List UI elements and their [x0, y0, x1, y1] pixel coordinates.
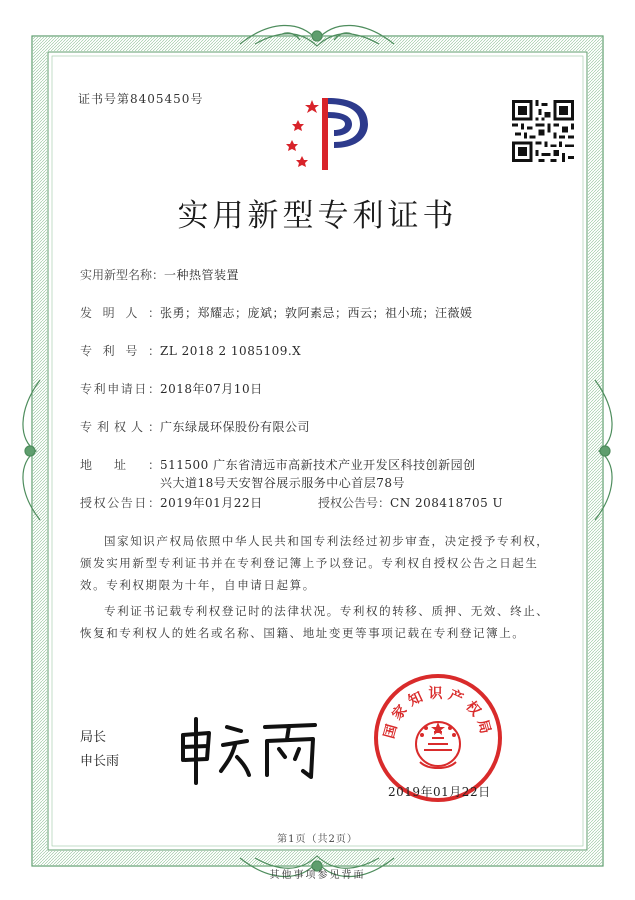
field-label: 专利权人：: [80, 420, 160, 434]
cnipa-logo: [282, 92, 372, 174]
row-inventors: [80, 304, 473, 321]
row-patent-number: [80, 342, 301, 359]
row-address: [80, 456, 476, 473]
row-utility-model-name: [80, 266, 239, 283]
row-announcement-number: [318, 494, 503, 511]
grant-statement: 国家知识产权局依照中华人民共和国专利法经过初步审查，决定授予专利权，颁发实用新型专利证书并在专利登记簿上予以登记。专利权自授权公告之日起生效。专利权期限为十年，自申请日起算。: [80, 534, 550, 592]
address-line-2: 兴大道18号天安智谷展示服务中心首层78号: [160, 476, 406, 490]
field-label: 授权公告日：: [80, 496, 160, 510]
issue-date: 2019年01月22日: [388, 785, 491, 799]
patentee: 广东绿晟环保股份有限公司: [160, 420, 311, 434]
row-address-cont: [160, 474, 405, 491]
field-label: 实用新型名称：: [80, 268, 165, 282]
announcement-date: 2019年01月22日: [160, 496, 263, 510]
field-label: 地址：: [80, 458, 160, 472]
patent-number: ZL 2018 2 1085109.X: [160, 344, 302, 358]
footer-note: 其他事项参见背面: [269, 870, 366, 881]
field-label: 专利号：: [80, 344, 160, 358]
field-label: 专利申请日：: [80, 382, 160, 396]
bureau-chief: [80, 726, 119, 774]
field-label: 发明人：: [80, 306, 160, 320]
filing-date: 2018年07月10日: [160, 382, 263, 396]
field-label: 授权公告号：: [318, 496, 391, 510]
chief-title: 局长: [80, 730, 107, 745]
page-number: 第1页（共2页）: [277, 834, 358, 845]
chief-name: 申长雨: [80, 754, 120, 769]
address-line-1: 511500 广东省清远市高新技术产业开发区科技创新园创: [160, 458, 476, 472]
row-announcement: [80, 494, 263, 511]
row-patentee: [80, 418, 310, 435]
row-filing-date: [80, 380, 263, 397]
signature-image: [175, 705, 325, 785]
certificate-number: 证书号第8405450号: [78, 92, 204, 106]
seal-text: 国家知识产权局: [381, 686, 495, 741]
inventors: 张勇；郑耀志；庞斌；敦阿素忌；西云；祖小琉；汪薇媛: [160, 306, 473, 320]
utility-model-name: 一种热管装置: [164, 268, 240, 282]
qr-code: [512, 100, 574, 162]
legal-notice: 专利证书记载专利权登记时的法律状况。专利权的转移、质押、无效、终止、恢复和专利权人的姓名或名称、国籍、地址变更等事项记载在专利登记簿上。: [80, 604, 550, 640]
certificate-title: 实用新型专利证书: [177, 198, 458, 234]
announcement-number: CN 208418705 U: [390, 496, 504, 510]
